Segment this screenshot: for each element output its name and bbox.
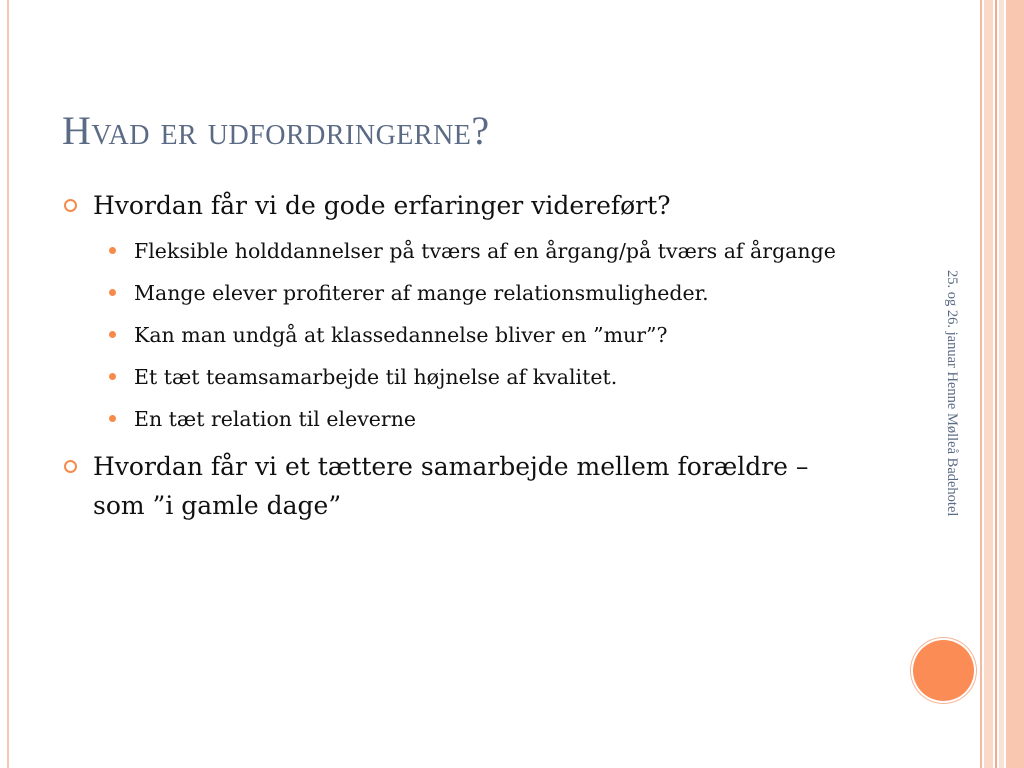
stripe	[984, 0, 993, 768]
bullet-text: Hvordan får vi et tættere samarbejde mellem forældre – som ”i gamle dage”	[93, 452, 809, 520]
bullet-level2	[64, 275, 854, 311]
sub-bullet-list	[64, 233, 854, 437]
bullet-level2	[64, 317, 854, 353]
sub-bullet-text: Fleksible holddannelser på tværs af en årgang/på tværs af årgange	[134, 239, 836, 263]
bullet-level1	[64, 186, 854, 225]
left-border-line	[7, 0, 9, 768]
bullet-level1	[64, 447, 854, 525]
slide-footer: 25. og 26. januar Henne Mølleå Badehotel	[944, 270, 960, 517]
stripe	[999, 0, 1004, 768]
sub-bullet-text: Mange elever profiterer af mange relationsmuligheder.	[134, 281, 709, 305]
dot-bullet-icon	[109, 247, 116, 254]
slide-content	[64, 186, 854, 533]
bullet-level2	[64, 233, 854, 269]
sub-bullet-text: Kan man undgå at klassedannelse bliver en ”mur”?	[134, 323, 668, 347]
stripe	[980, 0, 982, 768]
bullet-level2	[64, 359, 854, 395]
dot-bullet-icon	[109, 415, 116, 422]
ring-bullet-icon	[64, 460, 77, 473]
slide-title: Hvad er udfordringerne?	[62, 108, 490, 153]
ring-bullet-icon	[64, 199, 77, 212]
sub-bullet-text: En tæt relation til eleverne	[134, 407, 417, 431]
dot-bullet-icon	[109, 289, 116, 296]
bullet-text: Hvordan får vi de gode erfaringer videreført?	[93, 191, 671, 220]
dot-bullet-icon	[109, 331, 116, 338]
stripe	[995, 0, 997, 768]
orange-circle-decoration	[913, 640, 974, 701]
sub-bullet-text: Et tæt teamsamarbejde til højnelse af kvalitet.	[134, 365, 618, 389]
bullet-level2	[64, 401, 854, 437]
right-decorative-stripes	[980, 0, 1024, 768]
stripe	[1006, 0, 1024, 768]
dot-bullet-icon	[109, 373, 116, 380]
